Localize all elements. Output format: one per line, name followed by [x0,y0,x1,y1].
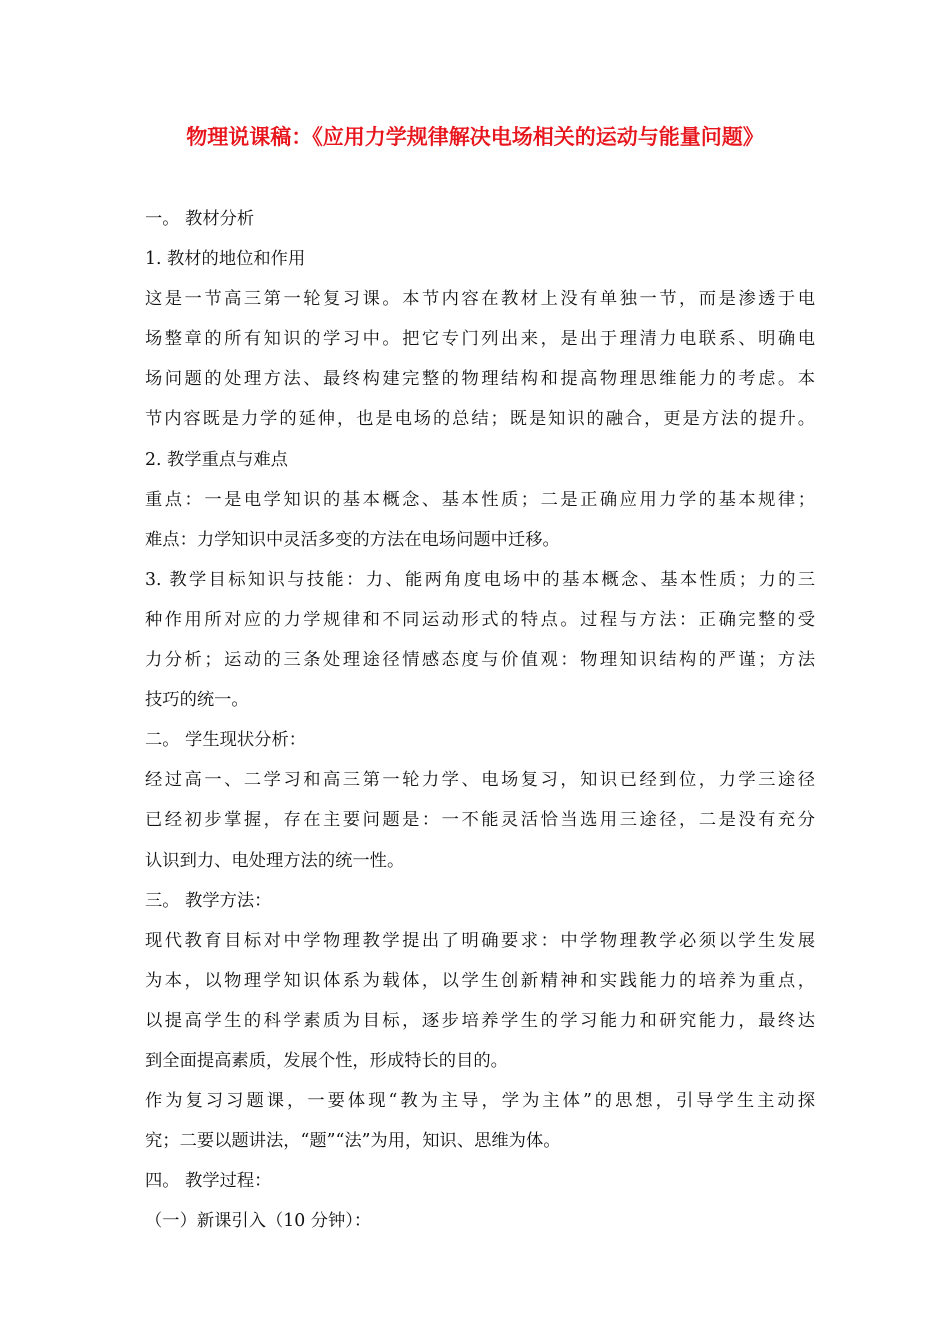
text-line: 现代教育目标对中学物理教学提出了明确要求：中学物理教学必须以学生发展 [145,930,815,951]
text-line: 认识到力、电处理方法的统一性。 [145,850,405,871]
text-line: 节内容既是力学的延伸，也是电场的总结；既是知识的融合，更是方法的提升。 [145,409,815,430]
text-line: 这是一节高三第一轮复习课。本节内容在教材上没有单独一节，而是渗透于电 [145,289,815,310]
text-line: 2. 教学重点与难点 [145,449,288,470]
text-line: 经过高一、二学习和高三第一轮力学、电场复习，知识已经到位，力学三途径 [145,770,815,791]
text-line: 3. 教学目标知识与技能：力、能两角度电场中的基本概念、基本性质；力的三 [145,569,815,590]
text-line: 已经初步掌握，存在主要问题是：一不能灵活恰当选用三途径，二是没有充分 [145,810,815,831]
text-line: （一）新课引入（10 分钟）： [145,1211,372,1232]
text-line: 1. 教材的地位和作用 [145,249,306,270]
text-line: 二。 学生现状分析： [145,730,307,751]
text-line: 难点：力学知识中灵活多变的方法在电场问题中迁移。 [145,529,560,550]
document-title: 物理说课稿：《应用力学规律解决电场相关的运动与能量问题》 [186,124,764,149]
text-line: 种作用所对应的力学规律和不同运动形式的特点。过程与方法：正确完整的受 [145,609,815,630]
text-line: 一。 教材分析 [145,209,255,229]
text-line: 场整章的所有知识的学习中。把它专门列出来，是出于理清力电联系、明确电 [145,329,815,350]
document-body [145,199,815,1241]
text-line: 作为复习习题课，一要体现“教为主导，学为主体”的思想，引导学生主动探 [145,1091,815,1112]
text-line: 重点：一是电学知识的基本概念、基本性质；二是正确应用力学的基本规律； [145,489,815,510]
text-line: 力分析；运动的三条处理途径情感态度与价值观：物理知识结构的严谨；方法 [145,650,815,671]
text-line: 为本，以物理学知识体系为载体，以学生创新精神和实践能力的培养为重点， [145,970,815,991]
text-line: 到全面提高素质，发展个性，形成特长的目的。 [145,1050,508,1071]
text-line: 技巧的统一。 [145,690,249,711]
text-line: 四。 教学过程： [145,1171,272,1192]
text-line: 场问题的处理方法、最终构建完整的物理结构和提高物理思维能力的考虑。本 [145,369,815,390]
text-line: 究；二要以题讲法，“题”“法”为用，知识、思维为体。 [145,1131,561,1152]
text-line: 三。 教学方法： [145,890,272,911]
text-line: 以提高学生的科学素质为目标，逐步培养学生的学习能力和研究能力，最终达 [145,1010,815,1031]
